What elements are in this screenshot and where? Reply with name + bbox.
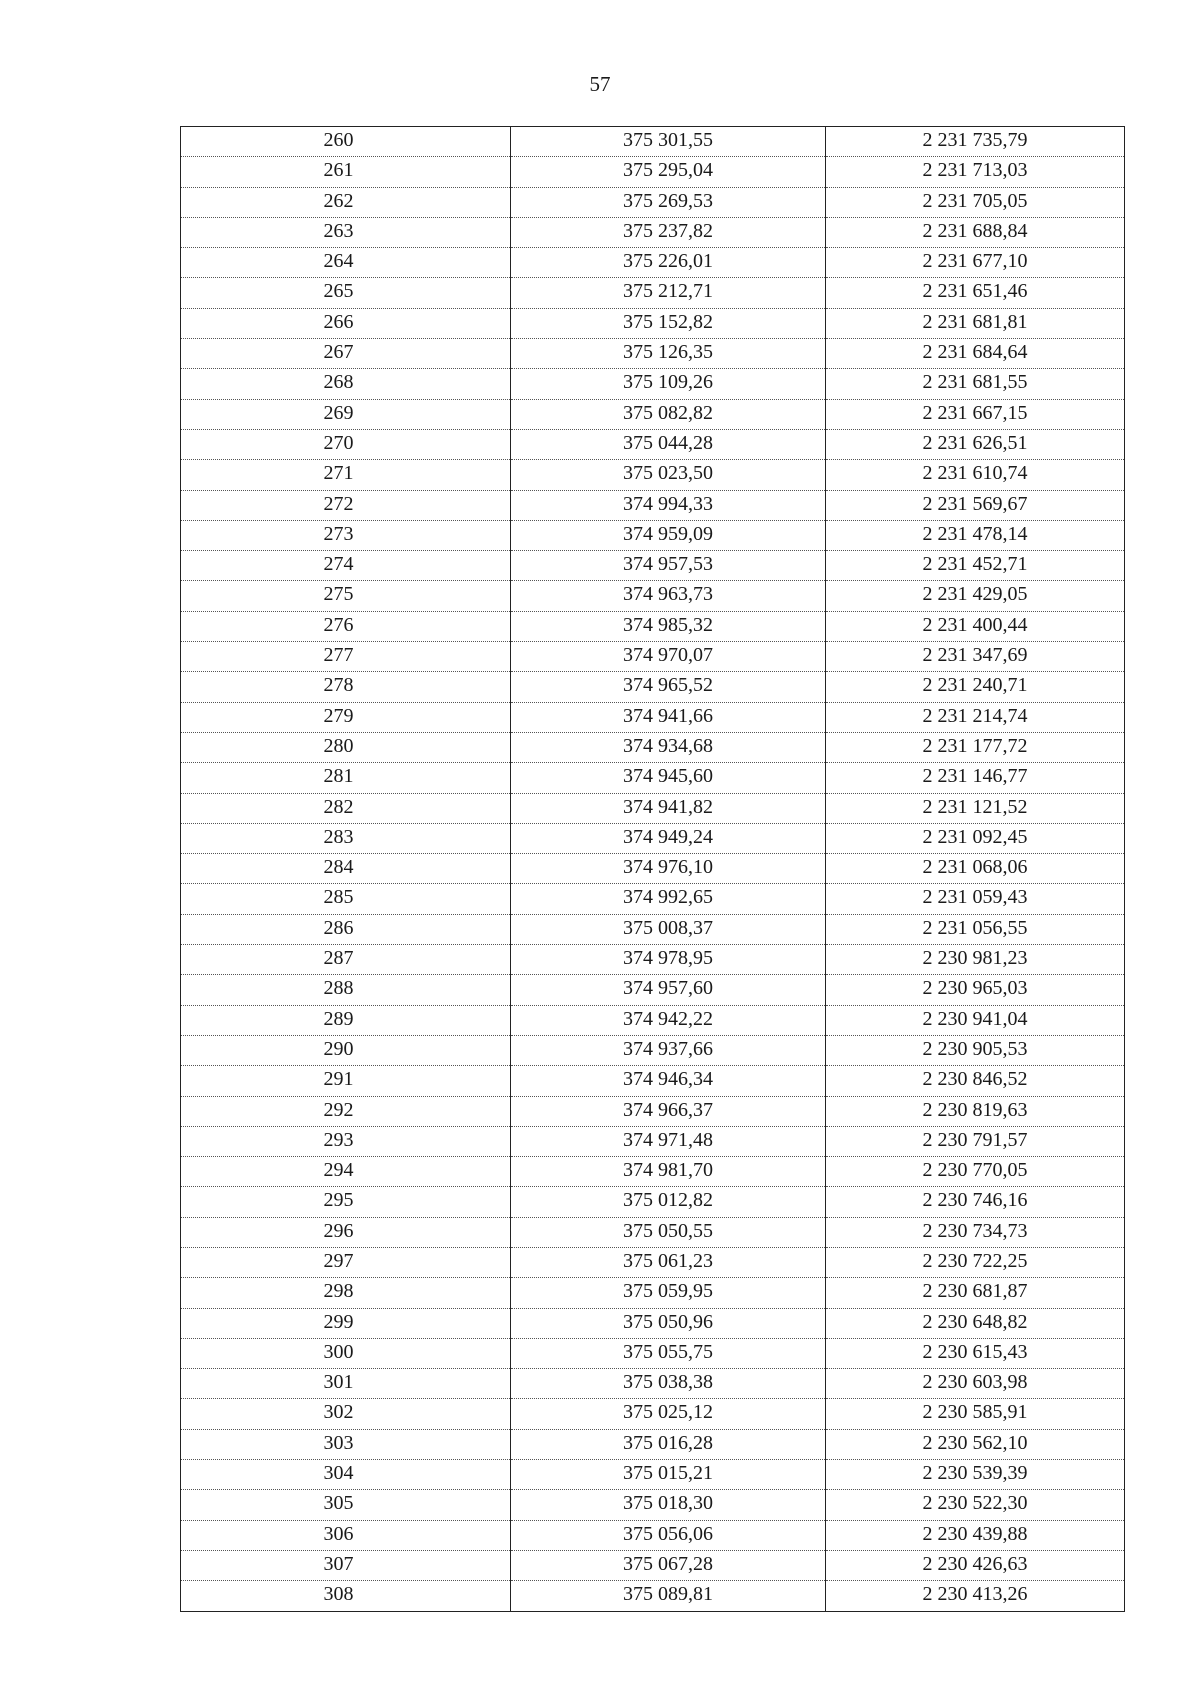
table-row [181,581,1125,611]
point-number-cell: 277 [181,642,511,672]
table-row [181,520,1125,550]
x-coordinate-cell: 374 937,66 [511,1035,826,1065]
point-number-cell: 306 [181,1520,511,1550]
point-number-cell: 276 [181,611,511,641]
point-number-cell: 297 [181,1247,511,1277]
y-coordinate-cell: 2 230 981,23 [826,945,1125,975]
y-coordinate-cell: 2 230 562,10 [826,1429,1125,1459]
y-coordinate-cell: 2 230 615,43 [826,1338,1125,1368]
point-number-cell: 264 [181,248,511,278]
x-coordinate-cell: 374 949,24 [511,823,826,853]
table-row [181,308,1125,338]
x-coordinate-cell: 374 946,34 [511,1066,826,1096]
table-row [181,248,1125,278]
x-coordinate-cell: 375 038,38 [511,1369,826,1399]
table-row [181,914,1125,944]
table-row [181,1550,1125,1580]
x-coordinate-cell: 374 992,65 [511,884,826,914]
x-coordinate-cell: 375 055,75 [511,1338,826,1368]
point-number-cell: 282 [181,793,511,823]
x-coordinate-cell: 374 957,53 [511,551,826,581]
table-row [181,429,1125,459]
table-row [181,1096,1125,1126]
table-row [181,1460,1125,1490]
table-row [181,793,1125,823]
point-number-cell: 267 [181,339,511,369]
point-number-cell: 289 [181,1005,511,1035]
x-coordinate-cell: 375 056,06 [511,1520,826,1550]
page-number: 57 [589,72,611,96]
table-row [181,490,1125,520]
point-number-cell: 293 [181,1126,511,1156]
table-row [181,1399,1125,1429]
x-coordinate-cell: 374 985,32 [511,611,826,641]
x-coordinate-cell: 374 976,10 [511,854,826,884]
point-number-cell: 260 [181,127,511,157]
point-number-cell: 301 [181,1369,511,1399]
y-coordinate-cell: 2 231 146,77 [826,763,1125,793]
table-row [181,1581,1125,1611]
y-coordinate-cell: 2 230 746,16 [826,1187,1125,1217]
table-row [181,672,1125,702]
table-row [181,460,1125,490]
x-coordinate-cell: 374 970,07 [511,642,826,672]
x-coordinate-cell: 375 067,28 [511,1550,826,1580]
y-coordinate-cell: 2 230 522,30 [826,1490,1125,1520]
y-coordinate-cell: 2 230 603,98 [826,1369,1125,1399]
point-number-cell: 284 [181,854,511,884]
point-number-cell: 307 [181,1550,511,1580]
y-coordinate-cell: 2 231 610,74 [826,460,1125,490]
y-coordinate-cell: 2 230 734,73 [826,1217,1125,1247]
x-coordinate-cell: 375 109,26 [511,369,826,399]
table-row [181,975,1125,1005]
point-number-cell: 268 [181,369,511,399]
y-coordinate-cell: 2 231 569,67 [826,490,1125,520]
point-number-cell: 305 [181,1490,511,1520]
point-number-cell: 295 [181,1187,511,1217]
point-number-cell: 274 [181,551,511,581]
x-coordinate-cell: 374 945,60 [511,763,826,793]
y-coordinate-cell: 2 231 429,05 [826,581,1125,611]
y-coordinate-cell: 2 231 059,43 [826,884,1125,914]
table-row [181,1429,1125,1459]
y-coordinate-cell: 2 231 713,03 [826,157,1125,187]
y-coordinate-cell: 2 231 684,64 [826,339,1125,369]
y-coordinate-cell: 2 230 413,26 [826,1581,1125,1611]
point-number-cell: 272 [181,490,511,520]
x-coordinate-cell: 374 942,22 [511,1005,826,1035]
x-coordinate-cell: 375 012,82 [511,1187,826,1217]
point-number-cell: 286 [181,914,511,944]
point-number-cell: 269 [181,399,511,429]
point-number-cell: 300 [181,1338,511,1368]
x-coordinate-cell: 374 978,95 [511,945,826,975]
table-row [181,945,1125,975]
y-coordinate-cell: 2 230 965,03 [826,975,1125,1005]
point-number-cell: 271 [181,460,511,490]
x-coordinate-cell: 374 934,68 [511,732,826,762]
x-coordinate-cell: 374 994,33 [511,490,826,520]
x-coordinate-cell: 375 212,71 [511,278,826,308]
table-row [181,732,1125,762]
y-coordinate-cell: 2 230 791,57 [826,1126,1125,1156]
y-coordinate-cell: 2 231 240,71 [826,672,1125,702]
x-coordinate-cell: 375 025,12 [511,1399,826,1429]
y-coordinate-cell: 2 230 941,04 [826,1005,1125,1035]
x-coordinate-cell: 375 015,21 [511,1460,826,1490]
table-row [181,1217,1125,1247]
point-number-cell: 298 [181,1278,511,1308]
point-number-cell: 280 [181,732,511,762]
y-coordinate-cell: 2 230 426,63 [826,1550,1125,1580]
y-coordinate-cell: 2 231 688,84 [826,217,1125,247]
x-coordinate-cell: 374 971,48 [511,1126,826,1156]
y-coordinate-cell: 2 230 846,52 [826,1066,1125,1096]
point-number-cell: 261 [181,157,511,187]
point-number-cell: 266 [181,308,511,338]
table-row [181,1066,1125,1096]
table-row [181,854,1125,884]
point-number-cell: 304 [181,1460,511,1490]
table-row [181,1490,1125,1520]
y-coordinate-cell: 2 230 905,53 [826,1035,1125,1065]
x-coordinate-cell: 374 959,09 [511,520,826,550]
y-coordinate-cell: 2 230 770,05 [826,1157,1125,1187]
point-number-cell: 287 [181,945,511,975]
x-coordinate-cell: 375 126,35 [511,339,826,369]
y-coordinate-cell: 2 230 681,87 [826,1278,1125,1308]
table-row [181,278,1125,308]
table-row [181,823,1125,853]
x-coordinate-cell: 375 050,96 [511,1308,826,1338]
point-number-cell: 290 [181,1035,511,1065]
point-number-cell: 292 [181,1096,511,1126]
point-number-cell: 299 [181,1308,511,1338]
x-coordinate-cell: 375 018,30 [511,1490,826,1520]
point-number-cell: 263 [181,217,511,247]
point-number-cell: 273 [181,520,511,550]
x-coordinate-cell: 374 941,66 [511,702,826,732]
y-coordinate-cell: 2 231 400,44 [826,611,1125,641]
x-coordinate-cell: 375 050,55 [511,1217,826,1247]
y-coordinate-cell: 2 231 667,15 [826,399,1125,429]
table-row [181,1247,1125,1277]
table-row [181,1157,1125,1187]
point-number-cell: 275 [181,581,511,611]
table-row [181,1278,1125,1308]
point-number-cell: 262 [181,187,511,217]
point-number-cell: 283 [181,823,511,853]
x-coordinate-cell: 374 963,73 [511,581,826,611]
point-number-cell: 285 [181,884,511,914]
point-number-cell: 294 [181,1157,511,1187]
coordinates-table [180,126,1125,1612]
y-coordinate-cell: 2 231 121,52 [826,793,1125,823]
table-row [181,369,1125,399]
x-coordinate-cell: 375 016,28 [511,1429,826,1459]
x-coordinate-cell: 375 061,23 [511,1247,826,1277]
coordinates-table-body [181,127,1125,1612]
table-row [181,1520,1125,1550]
table-row [181,157,1125,187]
x-coordinate-cell: 375 082,82 [511,399,826,429]
table-row [181,1005,1125,1035]
y-coordinate-cell: 2 231 677,10 [826,248,1125,278]
y-coordinate-cell: 2 230 648,82 [826,1308,1125,1338]
table-row [181,763,1125,793]
table-row [181,1308,1125,1338]
y-coordinate-cell: 2 231 626,51 [826,429,1125,459]
y-coordinate-cell: 2 231 177,72 [826,732,1125,762]
x-coordinate-cell: 375 269,53 [511,187,826,217]
point-number-cell: 270 [181,429,511,459]
y-coordinate-cell: 2 230 539,39 [826,1460,1125,1490]
x-coordinate-cell: 374 957,60 [511,975,826,1005]
y-coordinate-cell: 2 231 735,79 [826,127,1125,157]
x-coordinate-cell: 375 059,95 [511,1278,826,1308]
y-coordinate-cell: 2 231 056,55 [826,914,1125,944]
table-row [181,127,1125,157]
table-row [181,217,1125,247]
y-coordinate-cell: 2 231 681,81 [826,308,1125,338]
table-row [181,551,1125,581]
point-number-cell: 302 [181,1399,511,1429]
x-coordinate-cell: 374 981,70 [511,1157,826,1187]
x-coordinate-cell: 375 023,50 [511,460,826,490]
x-coordinate-cell: 374 941,82 [511,793,826,823]
point-number-cell: 278 [181,672,511,702]
y-coordinate-cell: 2 231 214,74 [826,702,1125,732]
table-row [181,702,1125,732]
table-row [181,339,1125,369]
table-row [181,1369,1125,1399]
table-row [181,611,1125,641]
x-coordinate-cell: 375 152,82 [511,308,826,338]
point-number-cell: 291 [181,1066,511,1096]
point-number-cell: 279 [181,702,511,732]
x-coordinate-cell: 375 301,55 [511,127,826,157]
y-coordinate-cell: 2 231 092,45 [826,823,1125,853]
x-coordinate-cell: 375 089,81 [511,1581,826,1611]
y-coordinate-cell: 2 231 681,55 [826,369,1125,399]
x-coordinate-cell: 374 966,37 [511,1096,826,1126]
table-row [181,1126,1125,1156]
y-coordinate-cell: 2 231 452,71 [826,551,1125,581]
y-coordinate-cell: 2 230 819,63 [826,1096,1125,1126]
point-number-cell: 308 [181,1581,511,1611]
point-number-cell: 281 [181,763,511,793]
point-number-cell: 288 [181,975,511,1005]
table-row [181,1187,1125,1217]
y-coordinate-cell: 2 230 439,88 [826,1520,1125,1550]
table-row [181,1338,1125,1368]
y-coordinate-cell: 2 230 585,91 [826,1399,1125,1429]
x-coordinate-cell: 374 965,52 [511,672,826,702]
point-number-cell: 303 [181,1429,511,1459]
y-coordinate-cell: 2 231 651,46 [826,278,1125,308]
table-row [181,884,1125,914]
x-coordinate-cell: 375 008,37 [511,914,826,944]
y-coordinate-cell: 2 231 347,69 [826,642,1125,672]
x-coordinate-cell: 375 237,82 [511,217,826,247]
table-row [181,187,1125,217]
table-row [181,1035,1125,1065]
y-coordinate-cell: 2 231 478,14 [826,520,1125,550]
point-number-cell: 296 [181,1217,511,1247]
x-coordinate-cell: 375 295,04 [511,157,826,187]
point-number-cell: 265 [181,278,511,308]
x-coordinate-cell: 375 044,28 [511,429,826,459]
x-coordinate-cell: 375 226,01 [511,248,826,278]
y-coordinate-cell: 2 231 068,06 [826,854,1125,884]
y-coordinate-cell: 2 230 722,25 [826,1247,1125,1277]
y-coordinate-cell: 2 231 705,05 [826,187,1125,217]
table-row [181,399,1125,429]
table-row [181,642,1125,672]
